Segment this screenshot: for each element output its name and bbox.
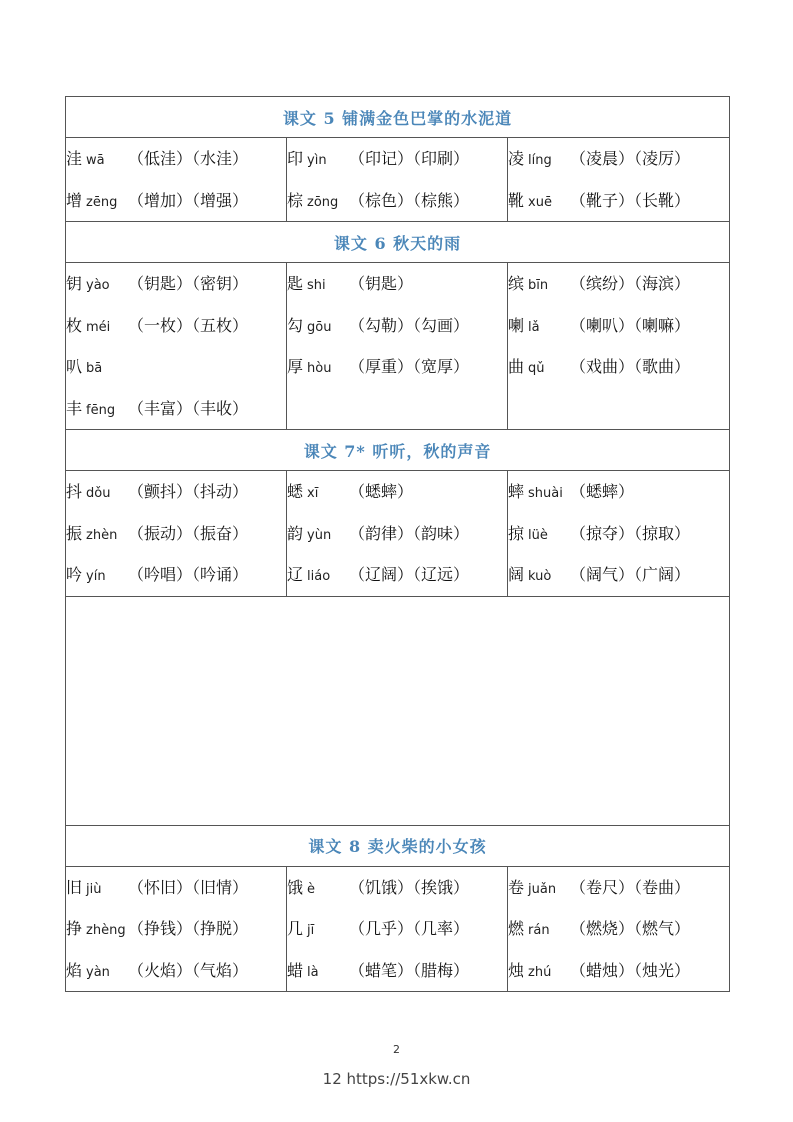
character: 阔 bbox=[508, 565, 525, 584]
word-examples: （掠夺）（掠取） bbox=[570, 523, 691, 543]
vocab-entry bbox=[66, 950, 286, 992]
word-examples: （丰富）（丰收） bbox=[128, 398, 249, 418]
pinyin: jī bbox=[307, 923, 315, 938]
word-examples: （戏曲）（歌曲） bbox=[570, 357, 691, 376]
section-body bbox=[66, 263, 730, 430]
pinyin: shi bbox=[307, 278, 326, 293]
column bbox=[508, 263, 730, 430]
character: 增 bbox=[66, 190, 83, 210]
vocabulary-table bbox=[65, 96, 730, 992]
vocab-entry bbox=[66, 554, 286, 596]
vocab-entry bbox=[287, 950, 507, 992]
section-title: 课文 6 秋天的雨 bbox=[66, 222, 730, 263]
vocab-entry bbox=[66, 908, 286, 950]
word-examples: （燃烧）（燃气） bbox=[570, 919, 691, 938]
character: 卷 bbox=[508, 877, 525, 897]
word-examples: （蟋蟀） bbox=[570, 482, 635, 501]
word-examples: （一枚）（五枚） bbox=[128, 315, 249, 335]
character: 抖 bbox=[66, 482, 83, 501]
vocab-entry bbox=[66, 867, 286, 909]
section-title: 课文 8 卖火柴的小女孩 bbox=[66, 825, 730, 866]
character: 靴 bbox=[508, 190, 525, 210]
word-examples: （钥匙）（密钥） bbox=[128, 274, 249, 293]
word-examples: （钥匙） bbox=[349, 274, 414, 293]
vocab-entry bbox=[287, 138, 507, 180]
character: 振 bbox=[66, 523, 83, 543]
word-examples: （厚重）（宽厚） bbox=[349, 357, 470, 376]
character: 厚 bbox=[287, 357, 304, 376]
word-examples: （低洼）（水洼） bbox=[128, 149, 249, 168]
pinyin: zēng bbox=[86, 194, 118, 210]
pinyin: lǎ bbox=[528, 319, 540, 335]
character: 叭 bbox=[66, 357, 83, 376]
word-examples: （卷尺）（卷曲） bbox=[570, 877, 691, 897]
pinyin: liáo bbox=[307, 569, 331, 584]
section-header bbox=[66, 222, 730, 263]
vocab-entry bbox=[508, 867, 729, 909]
vocab-entry bbox=[508, 513, 729, 555]
character: 勾 bbox=[287, 315, 304, 335]
column bbox=[508, 471, 730, 597]
vocab-entry bbox=[287, 305, 507, 347]
pinyin: zhèng bbox=[86, 923, 126, 938]
character: 几 bbox=[287, 919, 304, 938]
column bbox=[287, 471, 508, 597]
pinyin: xī bbox=[307, 486, 319, 501]
empty-line bbox=[508, 388, 729, 430]
column bbox=[66, 263, 287, 430]
vocab-entry bbox=[66, 513, 286, 555]
word-examples: （颤抖）（抖动） bbox=[128, 482, 249, 501]
character: 辽 bbox=[287, 565, 304, 584]
word-examples: （缤纷）（海滨） bbox=[570, 274, 691, 293]
vocab-entry bbox=[508, 471, 729, 513]
pinyin: bīn bbox=[528, 278, 549, 293]
vocab-entry bbox=[287, 554, 507, 596]
character: 蜡 bbox=[287, 960, 304, 980]
column bbox=[287, 866, 508, 992]
word-examples: （印记）（印刷） bbox=[349, 149, 470, 168]
pinyin: yìn bbox=[307, 153, 327, 168]
page-number: 2 bbox=[393, 1043, 400, 1056]
column bbox=[66, 866, 287, 992]
character: 烛 bbox=[508, 960, 525, 980]
pinyin: líng bbox=[528, 153, 552, 168]
pinyin: yín bbox=[86, 569, 106, 584]
pinyin: qǔ bbox=[528, 361, 545, 376]
word-examples: （蜡烛）（烛光） bbox=[570, 960, 691, 980]
pinyin: dǒu bbox=[86, 486, 111, 501]
vocab-entry bbox=[66, 138, 286, 180]
pinyin: hòu bbox=[307, 361, 332, 376]
section-body bbox=[66, 138, 730, 222]
word-examples: （饥饿）（挨饿） bbox=[349, 877, 470, 897]
character: 焰 bbox=[66, 960, 83, 980]
pinyin: là bbox=[307, 964, 319, 980]
vocab-entry bbox=[508, 180, 729, 222]
column bbox=[287, 138, 508, 222]
character: 枚 bbox=[66, 315, 83, 335]
pinyin: rán bbox=[528, 923, 550, 938]
vocab-entry bbox=[287, 471, 507, 513]
blank-row bbox=[66, 596, 730, 825]
vocab-entry bbox=[287, 908, 507, 950]
vocab-entry bbox=[66, 305, 286, 347]
character: 燃 bbox=[508, 919, 525, 938]
vocab-entry bbox=[508, 346, 729, 388]
footer-text: 12 https://51xkw.cn bbox=[322, 1070, 471, 1088]
vocab-entry bbox=[66, 180, 286, 222]
word-examples: （韵律）（韵味） bbox=[349, 523, 470, 543]
vocab-entry bbox=[508, 554, 729, 596]
word-examples: （棕色）（棕熊） bbox=[349, 190, 470, 210]
character: 洼 bbox=[66, 149, 83, 168]
vocab-entry bbox=[508, 263, 729, 305]
pinyin: è bbox=[307, 881, 316, 897]
vocab-entry bbox=[287, 180, 507, 222]
vocab-entry bbox=[508, 950, 729, 992]
character: 蟀 bbox=[508, 482, 525, 501]
character: 吟 bbox=[66, 565, 83, 584]
word-examples: （蜡笔）（腊梅） bbox=[349, 960, 470, 980]
word-examples: （吟唱）（吟诵） bbox=[128, 565, 249, 584]
character: 曲 bbox=[508, 357, 525, 376]
word-examples: （阔气）（广阔） bbox=[570, 565, 691, 584]
character: 喇 bbox=[508, 315, 525, 335]
pinyin: yàn bbox=[86, 964, 110, 980]
pinyin: shuài bbox=[528, 486, 563, 501]
pinyin: yào bbox=[86, 278, 110, 293]
word-examples: （火焰）（气焰） bbox=[128, 960, 249, 980]
pinyin: yùn bbox=[307, 527, 332, 543]
pinyin: gōu bbox=[307, 319, 332, 335]
word-examples: （几乎）（几率） bbox=[349, 919, 470, 938]
character: 韵 bbox=[287, 523, 304, 543]
vocab-entry bbox=[66, 346, 286, 388]
word-examples: （辽阔）（辽远） bbox=[349, 565, 470, 584]
pinyin: wā bbox=[86, 153, 105, 168]
section-header bbox=[66, 825, 730, 866]
vocab-entry bbox=[287, 867, 507, 909]
pinyin: zhèn bbox=[86, 527, 118, 543]
pinyin: lüè bbox=[528, 527, 548, 543]
vocab-entry bbox=[66, 263, 286, 305]
character: 饿 bbox=[287, 877, 304, 897]
character: 掠 bbox=[508, 523, 525, 543]
word-examples: （靴子）（长靴） bbox=[570, 190, 691, 210]
column bbox=[66, 138, 287, 222]
word-examples: （勾勒）（勾画） bbox=[349, 315, 470, 335]
column bbox=[508, 866, 730, 992]
pinyin: juǎn bbox=[528, 881, 557, 897]
vocab-entry bbox=[66, 388, 286, 430]
character: 蟋 bbox=[287, 482, 304, 501]
character: 缤 bbox=[508, 274, 525, 293]
character: 凌 bbox=[508, 149, 525, 168]
character: 丰 bbox=[66, 398, 83, 418]
word-examples: （挣钱）（挣脱） bbox=[128, 919, 249, 938]
section-body bbox=[66, 866, 730, 992]
word-examples: （喇叭）（喇嘛） bbox=[570, 315, 691, 335]
character: 挣 bbox=[66, 919, 83, 938]
character: 旧 bbox=[66, 877, 83, 897]
pinyin: bā bbox=[86, 361, 103, 376]
vocab-entry bbox=[287, 513, 507, 555]
pinyin: méi bbox=[86, 319, 111, 335]
vocab-entry bbox=[508, 908, 729, 950]
character: 钥 bbox=[66, 274, 83, 293]
vocab-entry bbox=[508, 138, 729, 180]
column bbox=[66, 471, 287, 597]
character: 匙 bbox=[287, 274, 304, 293]
column bbox=[287, 263, 508, 430]
word-examples: （蟋蟀） bbox=[349, 482, 414, 501]
pinyin: zōng bbox=[307, 194, 339, 210]
vocab-entry bbox=[287, 263, 507, 305]
section-header bbox=[66, 430, 730, 471]
vocab-entry bbox=[508, 305, 729, 347]
word-examples: （凌晨）（凌厉） bbox=[570, 149, 691, 168]
blank-area bbox=[66, 596, 730, 825]
pinyin: xuē bbox=[528, 194, 552, 210]
word-examples: （怀旧）（旧情） bbox=[128, 877, 249, 897]
pinyin: zhú bbox=[528, 964, 552, 980]
character: 棕 bbox=[287, 190, 304, 210]
section-title: 课文 7* 听听，秋的声音 bbox=[66, 430, 730, 471]
word-examples: （增加）（增强） bbox=[128, 190, 249, 210]
vocab-entry bbox=[287, 346, 507, 388]
pinyin: kuò bbox=[528, 569, 552, 584]
pinyin: fēng bbox=[86, 402, 116, 418]
character: 印 bbox=[287, 149, 304, 168]
column bbox=[508, 138, 730, 222]
empty-line bbox=[287, 388, 507, 430]
section-header bbox=[66, 97, 730, 138]
word-examples: （振动）（振奋） bbox=[128, 523, 249, 543]
pinyin: jiù bbox=[86, 881, 102, 897]
section-body bbox=[66, 471, 730, 597]
vocab-entry bbox=[66, 471, 286, 513]
section-title: 课文 5 铺满金色巴掌的水泥道 bbox=[66, 97, 730, 138]
